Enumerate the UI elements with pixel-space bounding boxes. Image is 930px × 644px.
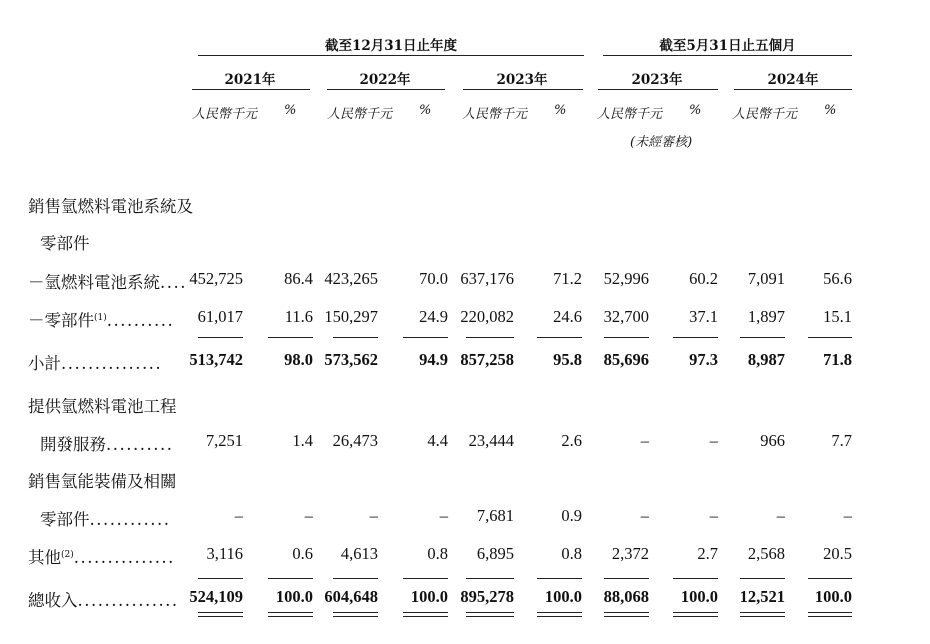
- year-header: 2022年: [359, 72, 411, 88]
- year-header: 2024年: [767, 72, 819, 88]
- amount-cell: 88,068: [603, 587, 649, 606]
- row-label-fuel-cell-systems: －氫燃料電池系統....: [28, 273, 187, 292]
- amount-cell: 2,372: [611, 544, 649, 563]
- row-label-others: 其他$^{(2)}$...............: [28, 548, 175, 567]
- percent-cell: –: [304, 506, 313, 525]
- row-label-hydrogen-equipment: 銷售氫能裝備及相關: [28, 472, 177, 491]
- row-label-engineering-services: 提供氫燃料電池工程: [28, 397, 177, 416]
- subtotal-rule: [466, 337, 514, 338]
- unit-pct-header: %: [824, 103, 837, 118]
- percent-cell: 0.8: [427, 544, 448, 563]
- unit-rmb-header: 人民幣千元: [327, 107, 393, 122]
- total-double-rule: [403, 612, 448, 617]
- subtotal-rule: [333, 337, 378, 338]
- unit-rmb-header: 人民幣千元: [192, 107, 258, 122]
- header-group-year-end: 截至12月31日止年度: [324, 38, 458, 54]
- amount-cell: –: [640, 506, 649, 525]
- amount-cell: 12,521: [739, 587, 785, 606]
- row-label-fuel-cell-sales: 銷售氫燃料電池系統及: [28, 197, 193, 216]
- percent-cell: 100.0: [680, 587, 718, 606]
- unit-pct-header: %: [419, 103, 432, 118]
- amount-cell: 85,696: [603, 350, 649, 369]
- unit-pct-header: %: [284, 103, 297, 118]
- total-double-rule: [808, 612, 852, 617]
- percent-cell: 100.0: [275, 587, 313, 606]
- subtotal-rule: [808, 337, 852, 338]
- percent-cell: 2.6: [561, 431, 582, 450]
- percent-cell: 1.4: [292, 431, 313, 450]
- subtotal-rule: [740, 337, 785, 338]
- subtotal-rule: [198, 337, 243, 338]
- percent-cell: 98.0: [284, 350, 313, 369]
- total-double-rule: [268, 612, 313, 617]
- amount-cell: 23,444: [468, 431, 514, 450]
- amount-cell: 2,568: [747, 544, 785, 563]
- subtotal-rule: [673, 337, 718, 338]
- amount-cell: 7,251: [205, 431, 243, 450]
- amount-cell: 1,897: [747, 307, 785, 326]
- percent-cell: 70.0: [419, 269, 448, 288]
- year-header: 2023年: [631, 72, 683, 88]
- subtotal-rule: [604, 337, 649, 338]
- percent-cell: 2.7: [697, 544, 718, 563]
- year-header: 2023年: [496, 72, 548, 88]
- total-rule: [466, 578, 514, 579]
- row-label-engineering-services-cont: 開發服務..........: [40, 435, 174, 454]
- percent-cell: 100.0: [544, 587, 582, 606]
- unit-pct-header: %: [689, 103, 702, 118]
- year-rule: [192, 89, 310, 90]
- amount-cell: 524,109: [189, 587, 243, 606]
- total-double-rule: [466, 612, 514, 617]
- unit-rmb-header: 人民幣千元: [462, 107, 528, 122]
- year-header: 2021年: [224, 72, 276, 88]
- percent-cell: 0.6: [292, 544, 313, 563]
- percent-cell: 100.0: [410, 587, 448, 606]
- total-rule: [268, 578, 313, 579]
- percent-cell: –: [843, 506, 852, 525]
- total-rule: [403, 578, 448, 579]
- row-label-hydrogen-equipment-cont: 零部件............: [40, 510, 171, 529]
- total-double-rule: [673, 612, 718, 617]
- percent-cell: 24.6: [553, 307, 582, 326]
- percent-cell: 4.4: [427, 431, 448, 450]
- percent-cell: –: [709, 431, 718, 450]
- percent-cell: 37.1: [689, 307, 718, 326]
- percent-cell: 97.3: [689, 350, 718, 369]
- total-rule: [333, 578, 378, 579]
- subtotal-rule: [268, 337, 313, 338]
- percent-cell: 15.1: [823, 307, 852, 326]
- percent-cell: 56.6: [823, 269, 852, 288]
- total-double-rule: [333, 612, 378, 617]
- amount-cell: 150,297: [324, 307, 378, 326]
- row-label-subtotal: 小計...............: [28, 354, 163, 373]
- amount-cell: 32,700: [603, 307, 649, 326]
- unit-pct-header: %: [554, 103, 567, 118]
- percent-cell: –: [709, 506, 718, 525]
- percent-cell: 100.0: [814, 587, 852, 606]
- percent-cell: 71.2: [553, 269, 582, 288]
- percent-cell: 86.4: [284, 269, 313, 288]
- total-rule: [537, 578, 582, 579]
- percent-cell: 7.7: [831, 431, 852, 450]
- percent-cell: –: [439, 506, 448, 525]
- unit-rmb-header: 人民幣千元: [732, 107, 798, 122]
- row-label-components: －零部件$^{(1)}$..........: [28, 311, 175, 330]
- total-rule: [740, 578, 785, 579]
- row-label-fuel-cell-sales-cont: 零部件: [40, 234, 90, 253]
- unaudited-note: (未經審核): [630, 135, 693, 150]
- total-rule: [808, 578, 852, 579]
- year-rule: [734, 89, 852, 90]
- amount-cell: 857,258: [460, 350, 514, 369]
- amount-cell: 604,648: [324, 587, 378, 606]
- amount-cell: 8,987: [747, 350, 785, 369]
- total-double-rule: [537, 612, 582, 617]
- amount-cell: 52,996: [603, 269, 649, 288]
- amount-cell: 895,278: [460, 587, 514, 606]
- percent-cell: 94.9: [419, 350, 448, 369]
- amount-cell: –: [369, 506, 378, 525]
- unit-rmb-header: 人民幣千元: [597, 107, 663, 122]
- year-rule: [327, 89, 445, 90]
- total-double-rule: [604, 612, 649, 617]
- amount-cell: 26,473: [332, 431, 378, 450]
- amount-cell: 423,265: [324, 269, 378, 288]
- percent-cell: 95.8: [553, 350, 582, 369]
- total-double-rule: [198, 612, 243, 617]
- amount-cell: 6,895: [476, 544, 514, 563]
- amount-cell: –: [776, 506, 785, 525]
- percent-cell: 0.9: [561, 506, 582, 525]
- subtotal-rule: [403, 337, 448, 338]
- subtotal-rule: [537, 337, 582, 338]
- amount-cell: 637,176: [460, 269, 514, 288]
- row-label-total-revenue: 總收入...............: [28, 591, 179, 610]
- header-rule: [603, 55, 852, 56]
- amount-cell: 220,082: [460, 307, 514, 326]
- percent-cell: 20.5: [823, 544, 852, 563]
- percent-cell: 0.8: [561, 544, 582, 563]
- total-rule: [673, 578, 718, 579]
- amount-cell: 7,091: [747, 269, 785, 288]
- total-rule: [198, 578, 243, 579]
- year-rule: [598, 89, 718, 90]
- total-rule: [604, 578, 649, 579]
- percent-cell: 11.6: [284, 307, 313, 326]
- percent-cell: 71.8: [823, 350, 852, 369]
- amount-cell: 513,742: [189, 350, 243, 369]
- amount-cell: 7,681: [476, 506, 514, 525]
- amount-cell: 452,725: [189, 269, 243, 288]
- amount-cell: –: [234, 506, 243, 525]
- percent-cell: 60.2: [689, 269, 718, 288]
- percent-cell: 24.9: [419, 307, 448, 326]
- amount-cell: –: [640, 431, 649, 450]
- year-rule: [463, 89, 583, 90]
- amount-cell: 61,017: [197, 307, 243, 326]
- total-double-rule: [740, 612, 785, 617]
- amount-cell: 573,562: [324, 350, 378, 369]
- amount-cell: 4,613: [340, 544, 378, 563]
- header-group-five-months: 截至5月31日止五個月: [659, 38, 796, 54]
- amount-cell: 966: [760, 431, 785, 450]
- amount-cell: 3,116: [206, 544, 243, 563]
- header-rule: [198, 55, 584, 56]
